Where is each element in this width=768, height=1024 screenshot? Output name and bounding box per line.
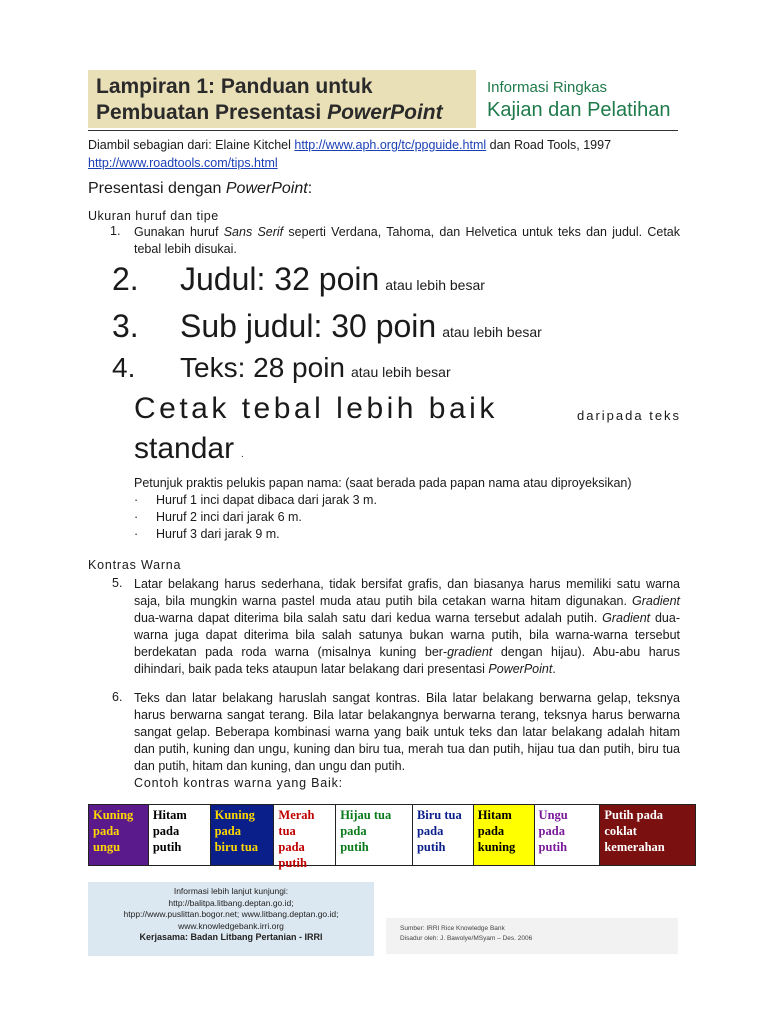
- color-cell-line: Putih pada: [604, 808, 664, 822]
- footer-line: Informasi lebih lanjut kunjungi:: [173, 886, 289, 896]
- item-1-text-a: Gunakan huruf: [134, 225, 224, 239]
- color-cell-line: pada: [538, 824, 565, 838]
- source-link-aph[interactable]: http://www.aph.org/tc/ppguide.html: [294, 138, 487, 152]
- section-heading-text: Presentasi dengan: [88, 180, 226, 197]
- color-cell: [89, 805, 149, 865]
- standar-word: standar: [134, 432, 235, 465]
- item-6-number: 6.: [112, 690, 123, 704]
- item-1-text-b: seperti Verdana, Tahoma, dan Helvetica untuk teks dan judul. Cetak tebal lebih disukai.: [134, 225, 681, 256]
- color-cell-line: Ungu: [538, 808, 568, 822]
- item-5-italic: PowerPoint: [488, 662, 553, 676]
- big-item-main: Sub judul: 30 poin: [180, 308, 437, 344]
- section-heading-colon: :: [307, 180, 313, 197]
- section-heading-italic: PowerPoint: [225, 180, 308, 197]
- tip-item: [134, 527, 280, 541]
- item-5-text: [134, 576, 680, 678]
- footer-credit-line: Disadur oleh: J. Bawolye/MSyam – Des. 2006: [400, 934, 533, 942]
- color-cell-line: tua: [278, 824, 296, 838]
- source-prefix: Diambil sebagian dari: Elaine Kitchel: [88, 138, 295, 152]
- color-cell-line: Merah: [278, 808, 315, 822]
- color-cell: [474, 805, 535, 865]
- tip-text: Huruf 3 dari jarak 9 m.: [156, 527, 280, 541]
- color-cell-line: pada: [416, 824, 444, 838]
- title-line-2: [96, 101, 443, 125]
- item-5-italic: gradient: [447, 645, 493, 659]
- color-cell-line: biru tua: [214, 840, 259, 854]
- color-cell-line: Hitam: [477, 808, 512, 822]
- color-cell-line: pada: [152, 824, 180, 838]
- color-cell-line: putih: [416, 840, 446, 854]
- color-cell-line: Hitam: [152, 808, 187, 822]
- big-item-small: atau lebih besar: [385, 277, 485, 293]
- tip-item: [134, 510, 302, 524]
- tip-item: [134, 493, 377, 507]
- font-size-heading: Ukuran huruf dan tipe: [88, 209, 219, 223]
- footer-source: [400, 924, 532, 943]
- tip-text: Huruf 2 inci dari jarak 6 m.: [156, 510, 302, 524]
- color-cell-line: coklat: [604, 824, 637, 838]
- source-link-roadtools[interactable]: http://www.roadtools.com/tips.html: [88, 156, 278, 170]
- standar-dot: .: [241, 449, 244, 460]
- source-mid: dan Road Tools, 1997: [486, 138, 612, 152]
- color-cell-line: ungu: [93, 840, 121, 854]
- item-5-number: 5.: [112, 576, 123, 590]
- big-item-4: [112, 352, 451, 384]
- footer-link[interactable]: http://balitpa.litbang.deptan.go.id;: [168, 897, 294, 908]
- big-item-small: atau lebih besar: [442, 324, 542, 340]
- big-item-number: 3.: [112, 308, 139, 344]
- section-heading: [88, 180, 312, 198]
- contrast-heading: Kontras Warna: [88, 558, 182, 572]
- color-cell-line: putih: [152, 840, 182, 854]
- big-item-2: [112, 261, 485, 298]
- item-5-italic: Gradient: [632, 594, 680, 608]
- color-cell-line: pada: [477, 824, 505, 838]
- color-cell: [211, 805, 275, 865]
- item-6-text: Teks dan latar belakang haruslah sangat kontras. Bila latar belakang berwarna gelap, teksnya harus berwarna sangat terang. Bila latar belakangnya berwarna terang, teksnya harus berwarna sangat gelap. Beberapa kombinasi warna yang baik untuk teks dan latar belakang adalah hitam dan putih, kuning dan ungu, kuning dan biru tua, merah tua dan putih, hijau tua dan putih, biru tua dan putih, hitam dan kuning, dan ungu dan putih.: [134, 691, 680, 773]
- footer-link[interactable]: www.knowledgebank.irri.org: [178, 920, 284, 931]
- color-cell: [336, 805, 413, 865]
- source-note: [88, 136, 688, 172]
- color-cell: [274, 805, 336, 870]
- tip-text: Huruf 1 inci dapat dibaca dari jarak 3 m.: [156, 493, 377, 507]
- bullet-icon: ·: [134, 510, 139, 524]
- title-line-2-text: Pembuatan Presentasi: [96, 101, 328, 124]
- color-cell: [413, 805, 474, 865]
- footer-partnership: Kerjasama: Badan Litbang Pertanian - IRRI: [139, 932, 323, 942]
- item-5-part: dua-warna dapat diterima bila salah satu dari kedua warna tersebut adalah putih.: [134, 611, 603, 625]
- header-subtitle-small: Informasi Ringkas: [487, 79, 608, 96]
- header-subtitle-large: Kajian dan Pelatihan: [487, 99, 671, 121]
- bullet-icon: ·: [134, 493, 139, 507]
- title-line-2-italic: PowerPoint: [327, 101, 443, 124]
- big-item-3: [112, 308, 542, 345]
- color-cell-line: Kuning: [93, 808, 134, 822]
- color-cell-line: pada: [278, 840, 305, 854]
- example-heading: Contoh kontras warna yang Baik:: [134, 776, 343, 790]
- color-cell-line: Kuning: [214, 808, 255, 822]
- footer-info: [88, 886, 374, 944]
- big-item-main: Teks: 28 poin: [180, 352, 345, 383]
- item-1-text: [134, 224, 680, 258]
- color-cell-line: kuning: [477, 840, 516, 854]
- header-divider: [88, 130, 678, 131]
- footer-source-line: Sumber: IRRI Rice Knowledge Bank: [400, 925, 505, 932]
- item-5-part: Latar belakang harus sederhana, tidak bersifat grafis, dan biasanya harus memiliki satu warna saja, bila mungkin warna pastel muda atau putih bila cetakan warna hitam digunakan.: [134, 577, 680, 608]
- item-1-number: 1.: [110, 224, 121, 238]
- item-1-italic: Sans Serif: [223, 225, 284, 239]
- item-5-part: .: [552, 662, 556, 676]
- bullet-icon: ·: [134, 527, 139, 541]
- item-5-part: dengan hijau). Abu-abu harus dihindari, baik pada teks ataupun latar belakang dari presentasi: [134, 645, 680, 676]
- color-cell-line: putih: [278, 856, 307, 870]
- color-cell-line: pada: [214, 824, 242, 838]
- color-cell-line: pada: [340, 824, 367, 838]
- tips-heading: Petunjuk praktis pelukis papan nama: (saat berada pada papan nama atau diproyeksikan): [134, 476, 632, 490]
- bold-line: Cetak tebal lebih baik: [134, 392, 498, 425]
- big-item-small: atau lebih besar: [351, 364, 451, 380]
- color-cell: [149, 805, 211, 865]
- color-cell: [600, 805, 695, 865]
- item-5-part: dua-warna juga dapat diterima bila salah satunya bukan warna putih, bila warna-warna tersebut berdekatan pada roda warna (misalnya kuning ber-: [134, 611, 680, 659]
- color-cell-line: kemerahan: [604, 840, 665, 854]
- color-contrast-table: [88, 804, 696, 870]
- color-cell-line: Biru tua: [416, 808, 462, 822]
- color-cell-line: pada: [93, 824, 120, 838]
- color-cell-line: putih: [340, 840, 369, 854]
- color-cell-line: Hijau tua: [340, 808, 392, 822]
- color-cell-line: putih: [538, 840, 568, 854]
- item-5-italic: Gradient: [602, 611, 651, 625]
- bold-line-tail: daripada teks: [577, 408, 682, 423]
- big-item-main: Judul: 32 poin: [180, 261, 380, 297]
- title-line-1: Lampiran 1: Panduan untuk: [96, 75, 373, 98]
- big-item-number: 4.: [112, 352, 136, 383]
- footer-link[interactable]: htpp://www.puslittan.bogor.net; www.litbang.deptan.go.id;: [123, 909, 339, 919]
- big-item-number: 2.: [112, 261, 139, 297]
- color-cell: [535, 805, 601, 865]
